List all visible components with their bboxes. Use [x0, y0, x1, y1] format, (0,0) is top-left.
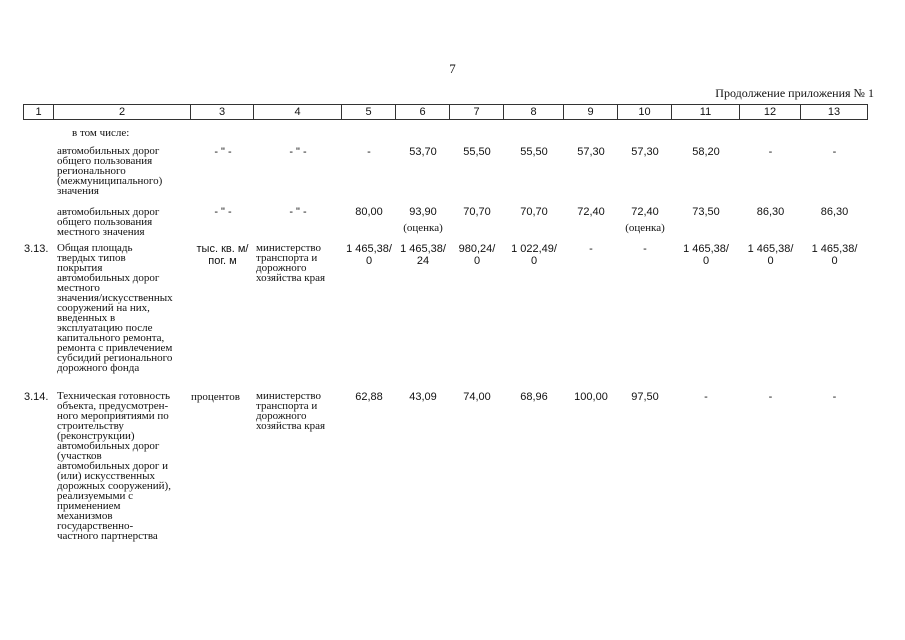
page-number: 7: [449, 61, 456, 76]
cell-col-10: 72,40: [631, 206, 659, 218]
row-organization: министерство транспорта и дорожного хозяйства края: [256, 242, 326, 284]
row-number: 3.13.: [24, 243, 49, 255]
header-col-8: 8: [504, 105, 564, 120]
header-col-3: 3: [191, 105, 254, 120]
cell-col-11: 58,20: [692, 146, 720, 158]
cell-col-5: 62,88: [355, 391, 383, 403]
cell-col-6-note: (оценка): [403, 222, 443, 234]
cell-col-13: 86,30: [820, 206, 849, 218]
cell-col-7: 55,50: [463, 146, 491, 158]
header-col-2: 2: [54, 105, 191, 120]
header-col-11: 11: [672, 105, 740, 120]
cell-col-10-note: (оценка): [625, 222, 665, 234]
cell-col-13: -: [832, 146, 837, 158]
row-unit: тыс. кв. м/ пог. м: [196, 243, 249, 267]
row-description: автомобильных дорог общего пользования регионального (межмуниципального) значения: [57, 145, 163, 197]
cell-col-7: 74,00: [463, 391, 491, 403]
header-col-10: 10: [618, 105, 672, 120]
header-col-5: 5: [342, 105, 396, 120]
header-col-1: 1: [24, 105, 54, 120]
cell-col-10: 57,30: [631, 146, 659, 158]
cell-col-13: -: [832, 391, 837, 403]
cell-col-5: -: [367, 146, 371, 158]
cell-col-12: -: [768, 391, 773, 403]
header-col-13: 13: [801, 105, 868, 120]
header-row: [24, 105, 868, 120]
cell-col-10: 97,50: [631, 391, 659, 403]
row-description: автомобильных дорог общего пользования местного значения: [57, 206, 160, 238]
cell-col-6: 93,90: [409, 206, 437, 218]
cell-col-12: -: [768, 146, 773, 158]
cell-col-7: 70,70: [463, 206, 491, 218]
cell-col-8: 55,50: [520, 146, 548, 158]
cell-col-8: 1 022,49/ 0: [511, 243, 557, 267]
cell-col-9: 72,40: [577, 206, 605, 218]
row-unit: - " -: [214, 146, 232, 158]
cell-col-8: 68,96: [520, 391, 548, 403]
table-header: [23, 104, 868, 120]
cell-col-10: -: [643, 243, 647, 255]
header-col-7: 7: [450, 105, 504, 120]
appendix-continuation-label: Продолжение приложения № 1: [715, 86, 874, 100]
row-description: Общая площадь твердых типов покрытия автомобильных дорог местного значения/искусственных сооружений на них, введенных в эксплуатацию после капитального ремонта, ремонта с привлечением субсидий регионального дорожного фонда: [57, 242, 173, 374]
cell-col-12: 1 465,38/ 0: [747, 243, 794, 267]
including-label: в том числе:: [72, 127, 130, 139]
row-unit: - " -: [214, 206, 232, 218]
cell-col-5: 1 465,38/ 0: [346, 243, 392, 267]
header-col-9: 9: [564, 105, 618, 120]
row-organization: министерство транспорта и дорожного хозяйства края: [256, 390, 326, 432]
header-col-12: 12: [740, 105, 801, 120]
row-organization: - " -: [289, 206, 307, 218]
cell-col-12: 86,30: [756, 206, 785, 218]
cell-col-6: 43,09: [409, 391, 437, 403]
header-col-6: 6: [396, 105, 450, 120]
cell-col-7: 980,24/ 0: [458, 243, 496, 267]
cell-col-6: 1 465,38/ 24: [400, 243, 446, 267]
cell-col-11: 1 465,38/ 0: [683, 243, 729, 267]
cell-col-11: -: [704, 391, 708, 403]
cell-col-9: 100,00: [574, 391, 608, 403]
row-description: Техническая готовность объекта, предусмотрен- ного мероприятиями по строительству (реконструкции) автомобильных дорог (участков автомобильных дорог и (или) искусственных дорожных сооружений), реализуемыми с применением механизмов государственно- частного партнерства: [57, 390, 171, 542]
cell-col-9: -: [589, 243, 593, 255]
header-col-4: 4: [254, 105, 342, 120]
row-unit: процентов: [191, 391, 240, 403]
cell-col-6: 53,70: [409, 146, 437, 158]
row-number: 3.14.: [24, 391, 49, 403]
cell-col-5: 80,00: [355, 206, 383, 218]
cell-col-8: 70,70: [520, 206, 548, 218]
cell-col-13: 1 465,38/ 0: [811, 243, 858, 267]
row-organization: - " -: [289, 146, 307, 158]
cell-col-9: 57,30: [577, 146, 605, 158]
cell-col-11: 73,50: [692, 206, 720, 218]
